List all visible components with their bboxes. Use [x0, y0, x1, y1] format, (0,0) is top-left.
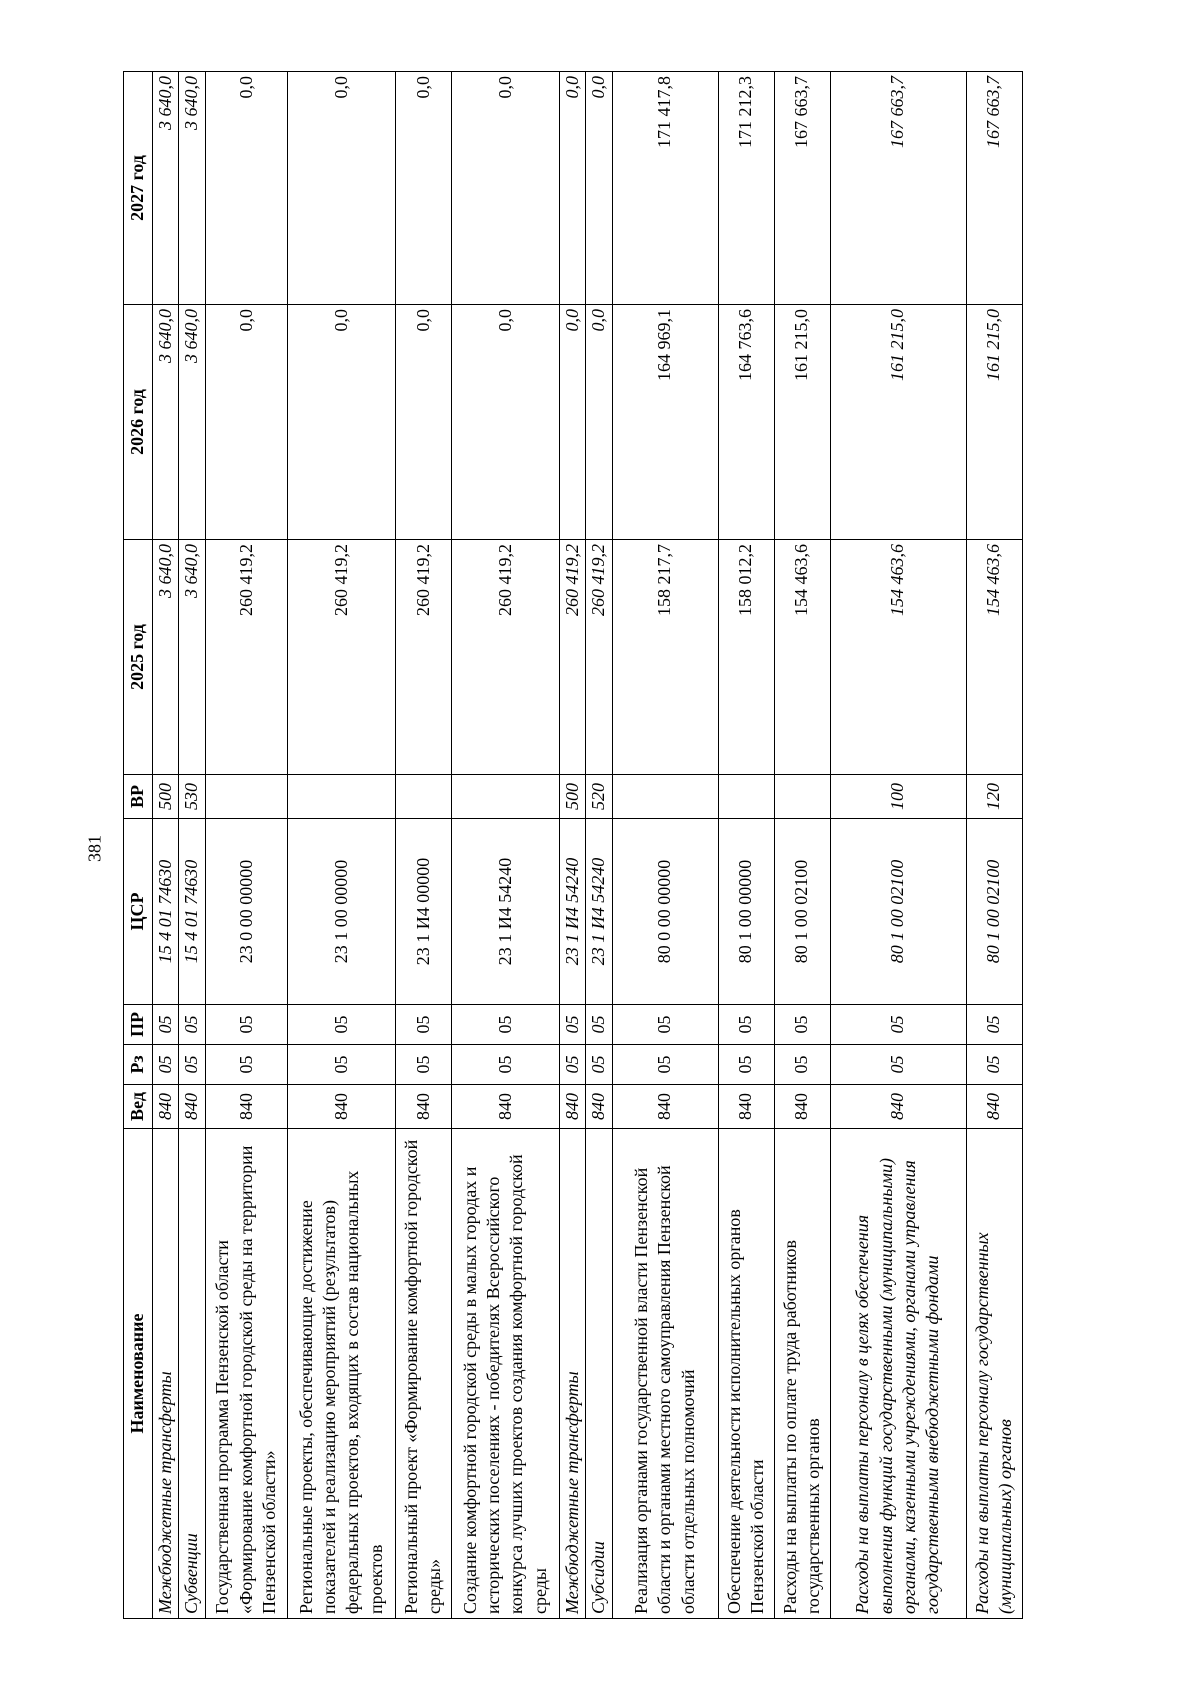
table-row: [451, 72, 559, 1619]
row-name: Межбюджетные трансферты: [153, 1129, 179, 1619]
table-row: [718, 72, 774, 1619]
subsection-code: 05: [586, 1005, 612, 1045]
section-code: 05: [179, 1045, 205, 1085]
budget-table: [123, 71, 1023, 1619]
table-row: [586, 72, 612, 1619]
subsection-code: 05: [179, 1005, 205, 1045]
department-code: 840: [153, 1085, 179, 1129]
column-header: Наименование: [124, 1129, 153, 1619]
amount-2026: 0,0: [586, 305, 612, 540]
section-code: 05: [966, 1045, 1022, 1085]
amount-2025: 158 217,7: [612, 540, 718, 775]
table-row: [395, 72, 451, 1619]
amount-2025: 260 419,2: [586, 540, 612, 775]
amount-2027: 0,0: [395, 72, 451, 305]
amount-2026: 0,0: [451, 305, 559, 540]
section-code: 05: [830, 1045, 966, 1085]
target-article-code: 80 1 00 02100: [966, 819, 1022, 1005]
amount-2027: 0,0: [559, 72, 585, 305]
row-name: Субсидии: [586, 1129, 612, 1619]
amount-2025: 260 419,2: [205, 540, 287, 775]
row-name: Обеспечение деятельности исполнительных органов Пензенской области: [718, 1129, 774, 1619]
budget-sheet: [123, 72, 1067, 1619]
amount-2027: 3 640,0: [153, 72, 179, 305]
section-code: 05: [287, 1045, 395, 1085]
amount-2026: 161 215,0: [966, 305, 1022, 540]
amount-2027: 3 640,0: [179, 72, 205, 305]
target-article-code: 23 0 00 00000: [205, 819, 287, 1005]
amount-2026: 3 640,0: [153, 305, 179, 540]
department-code: 840: [395, 1085, 451, 1129]
column-header: ПР: [124, 1005, 153, 1045]
subsection-code: 05: [287, 1005, 395, 1045]
amount-2026: 161 215,0: [774, 305, 830, 540]
amount-2027: 167 663,7: [774, 72, 830, 305]
amount-2025: 260 419,2: [395, 540, 451, 775]
amount-2025: 154 463,6: [966, 540, 1022, 775]
department-code: 840: [830, 1085, 966, 1129]
target-article-code: 23 1 И4 54240: [586, 819, 612, 1005]
amount-2025: 3 640,0: [153, 540, 179, 775]
table-header-row: [124, 72, 153, 1619]
subsection-code: 05: [395, 1005, 451, 1045]
section-code: 05: [559, 1045, 585, 1085]
table-body: [153, 72, 1023, 1619]
expense-type-code: [612, 775, 718, 819]
expense-type-code: [774, 775, 830, 819]
amount-2027: 167 663,7: [830, 72, 966, 305]
subsection-code: 05: [205, 1005, 287, 1045]
subsection-code: 05: [830, 1005, 966, 1045]
department-code: 840: [559, 1085, 585, 1129]
table-row: [179, 72, 205, 1619]
target-article-code: 23 1 И4 00000: [395, 819, 451, 1005]
expense-type-code: 120: [966, 775, 1022, 819]
amount-2026: 0,0: [287, 305, 395, 540]
amount-2027: 167 663,7: [966, 72, 1022, 305]
department-code: 840: [205, 1085, 287, 1129]
target-article-code: 23 1 00 00000: [287, 819, 395, 1005]
column-header: 2025 год: [124, 540, 153, 775]
row-name: Государственная программа Пензенской области «Формирование комфортной городской среды на территории Пензенской области»: [205, 1129, 287, 1619]
subsection-code: 05: [966, 1005, 1022, 1045]
table-row: [205, 72, 287, 1619]
target-article-code: 80 1 00 02100: [830, 819, 966, 1005]
column-header: ВР: [124, 775, 153, 819]
expense-type-code: 100: [830, 775, 966, 819]
amount-2026: 164 763,6: [718, 305, 774, 540]
expense-type-code: [718, 775, 774, 819]
subsection-code: 05: [451, 1005, 559, 1045]
table-row: [774, 72, 830, 1619]
row-name: Расходы на выплаты персоналу в целях обеспечения выполнения функций государственными (муниципальными) органами, казенными учреждениями, органами управления государственными внебюджетными фондами: [830, 1129, 966, 1619]
amount-2025: 260 419,2: [559, 540, 585, 775]
table-row: [612, 72, 718, 1619]
column-header: Рз: [124, 1045, 153, 1085]
target-article-code: 23 1 И4 54240: [559, 819, 585, 1005]
column-header: ЦСР: [124, 819, 153, 1005]
section-code: 05: [395, 1045, 451, 1085]
department-code: 840: [718, 1085, 774, 1129]
target-article-code: 80 0 00 00000: [612, 819, 718, 1005]
amount-2027: 171 212,3: [718, 72, 774, 305]
column-header: 2027 год: [124, 72, 153, 305]
expense-type-code: [205, 775, 287, 819]
row-name: Создание комфортной городской среды в малых городах и исторических поселениях - победителях Всероссийского конкурса лучших проектов создания комфортной городской среды: [451, 1129, 559, 1619]
section-code: 05: [205, 1045, 287, 1085]
subsection-code: 05: [718, 1005, 774, 1045]
row-name: Расходы на выплаты по оплате труда работников государственных органов: [774, 1129, 830, 1619]
amount-2025: 154 463,6: [774, 540, 830, 775]
amount-2027: 0,0: [287, 72, 395, 305]
amount-2027: 0,0: [586, 72, 612, 305]
page-number: 381: [84, 835, 105, 862]
table-row: [966, 72, 1022, 1619]
department-code: 840: [586, 1085, 612, 1129]
section-code: 05: [718, 1045, 774, 1085]
row-name: Межбюджетные трансферты: [559, 1129, 585, 1619]
department-code: 840: [179, 1085, 205, 1129]
target-article-code: 23 1 И4 54240: [451, 819, 559, 1005]
row-name: Субвенции: [179, 1129, 205, 1619]
row-name: Реализация органами государственной власти Пензенской области и органами местного самоуправления Пензенской области отдельных полномочий: [612, 1129, 718, 1619]
table-row: [153, 72, 179, 1619]
amount-2025: 260 419,2: [451, 540, 559, 775]
amount-2026: 0,0: [205, 305, 287, 540]
row-name: Расходы на выплаты персоналу государственных (муниципальных) органов: [966, 1129, 1022, 1619]
amount-2025: 158 012,2: [718, 540, 774, 775]
amount-2025: 154 463,6: [830, 540, 966, 775]
expense-type-code: 500: [153, 775, 179, 819]
expense-type-code: [395, 775, 451, 819]
subsection-code: 05: [774, 1005, 830, 1045]
subsection-code: 05: [612, 1005, 718, 1045]
subsection-code: 05: [153, 1005, 179, 1045]
amount-2025: 260 419,2: [287, 540, 395, 775]
department-code: 840: [451, 1085, 559, 1129]
column-header: 2026 год: [124, 305, 153, 540]
amount-2025: 3 640,0: [179, 540, 205, 775]
target-article-code: 80 1 00 00000: [718, 819, 774, 1005]
row-name: Региональный проект «Формирование комфортной городской среды»: [395, 1129, 451, 1619]
expense-type-code: 500: [559, 775, 585, 819]
section-code: 05: [153, 1045, 179, 1085]
expense-type-code: 530: [179, 775, 205, 819]
expense-type-code: [287, 775, 395, 819]
table-row: [559, 72, 585, 1619]
department-code: 840: [774, 1085, 830, 1129]
section-code: 05: [451, 1045, 559, 1085]
section-code: 05: [774, 1045, 830, 1085]
amount-2027: 0,0: [205, 72, 287, 305]
column-header: Вед: [124, 1085, 153, 1129]
expense-type-code: 520: [586, 775, 612, 819]
section-code: 05: [586, 1045, 612, 1085]
amount-2026: 3 640,0: [179, 305, 205, 540]
amount-2026: 161 215,0: [830, 305, 966, 540]
table-row: [830, 72, 966, 1619]
subsection-code: 05: [559, 1005, 585, 1045]
target-article-code: 15 4 01 74630: [179, 819, 205, 1005]
table-row: [287, 72, 395, 1619]
amount-2026: 0,0: [395, 305, 451, 540]
section-code: 05: [612, 1045, 718, 1085]
target-article-code: 80 1 00 02100: [774, 819, 830, 1005]
expense-type-code: [451, 775, 559, 819]
department-code: 840: [287, 1085, 395, 1129]
amount-2026: 0,0: [559, 305, 585, 540]
department-code: 840: [966, 1085, 1022, 1129]
row-name: Региональные проекты, обеспечивающие достижение показателей и реализацию мероприятий (результатов) федеральных проектов, входящих в состав национальных проектов: [287, 1129, 395, 1619]
department-code: 840: [612, 1085, 718, 1129]
amount-2027: 171 417,8: [612, 72, 718, 305]
amount-2026: 164 969,1: [612, 305, 718, 540]
amount-2027: 0,0: [451, 72, 559, 305]
target-article-code: 15 4 01 74630: [153, 819, 179, 1005]
